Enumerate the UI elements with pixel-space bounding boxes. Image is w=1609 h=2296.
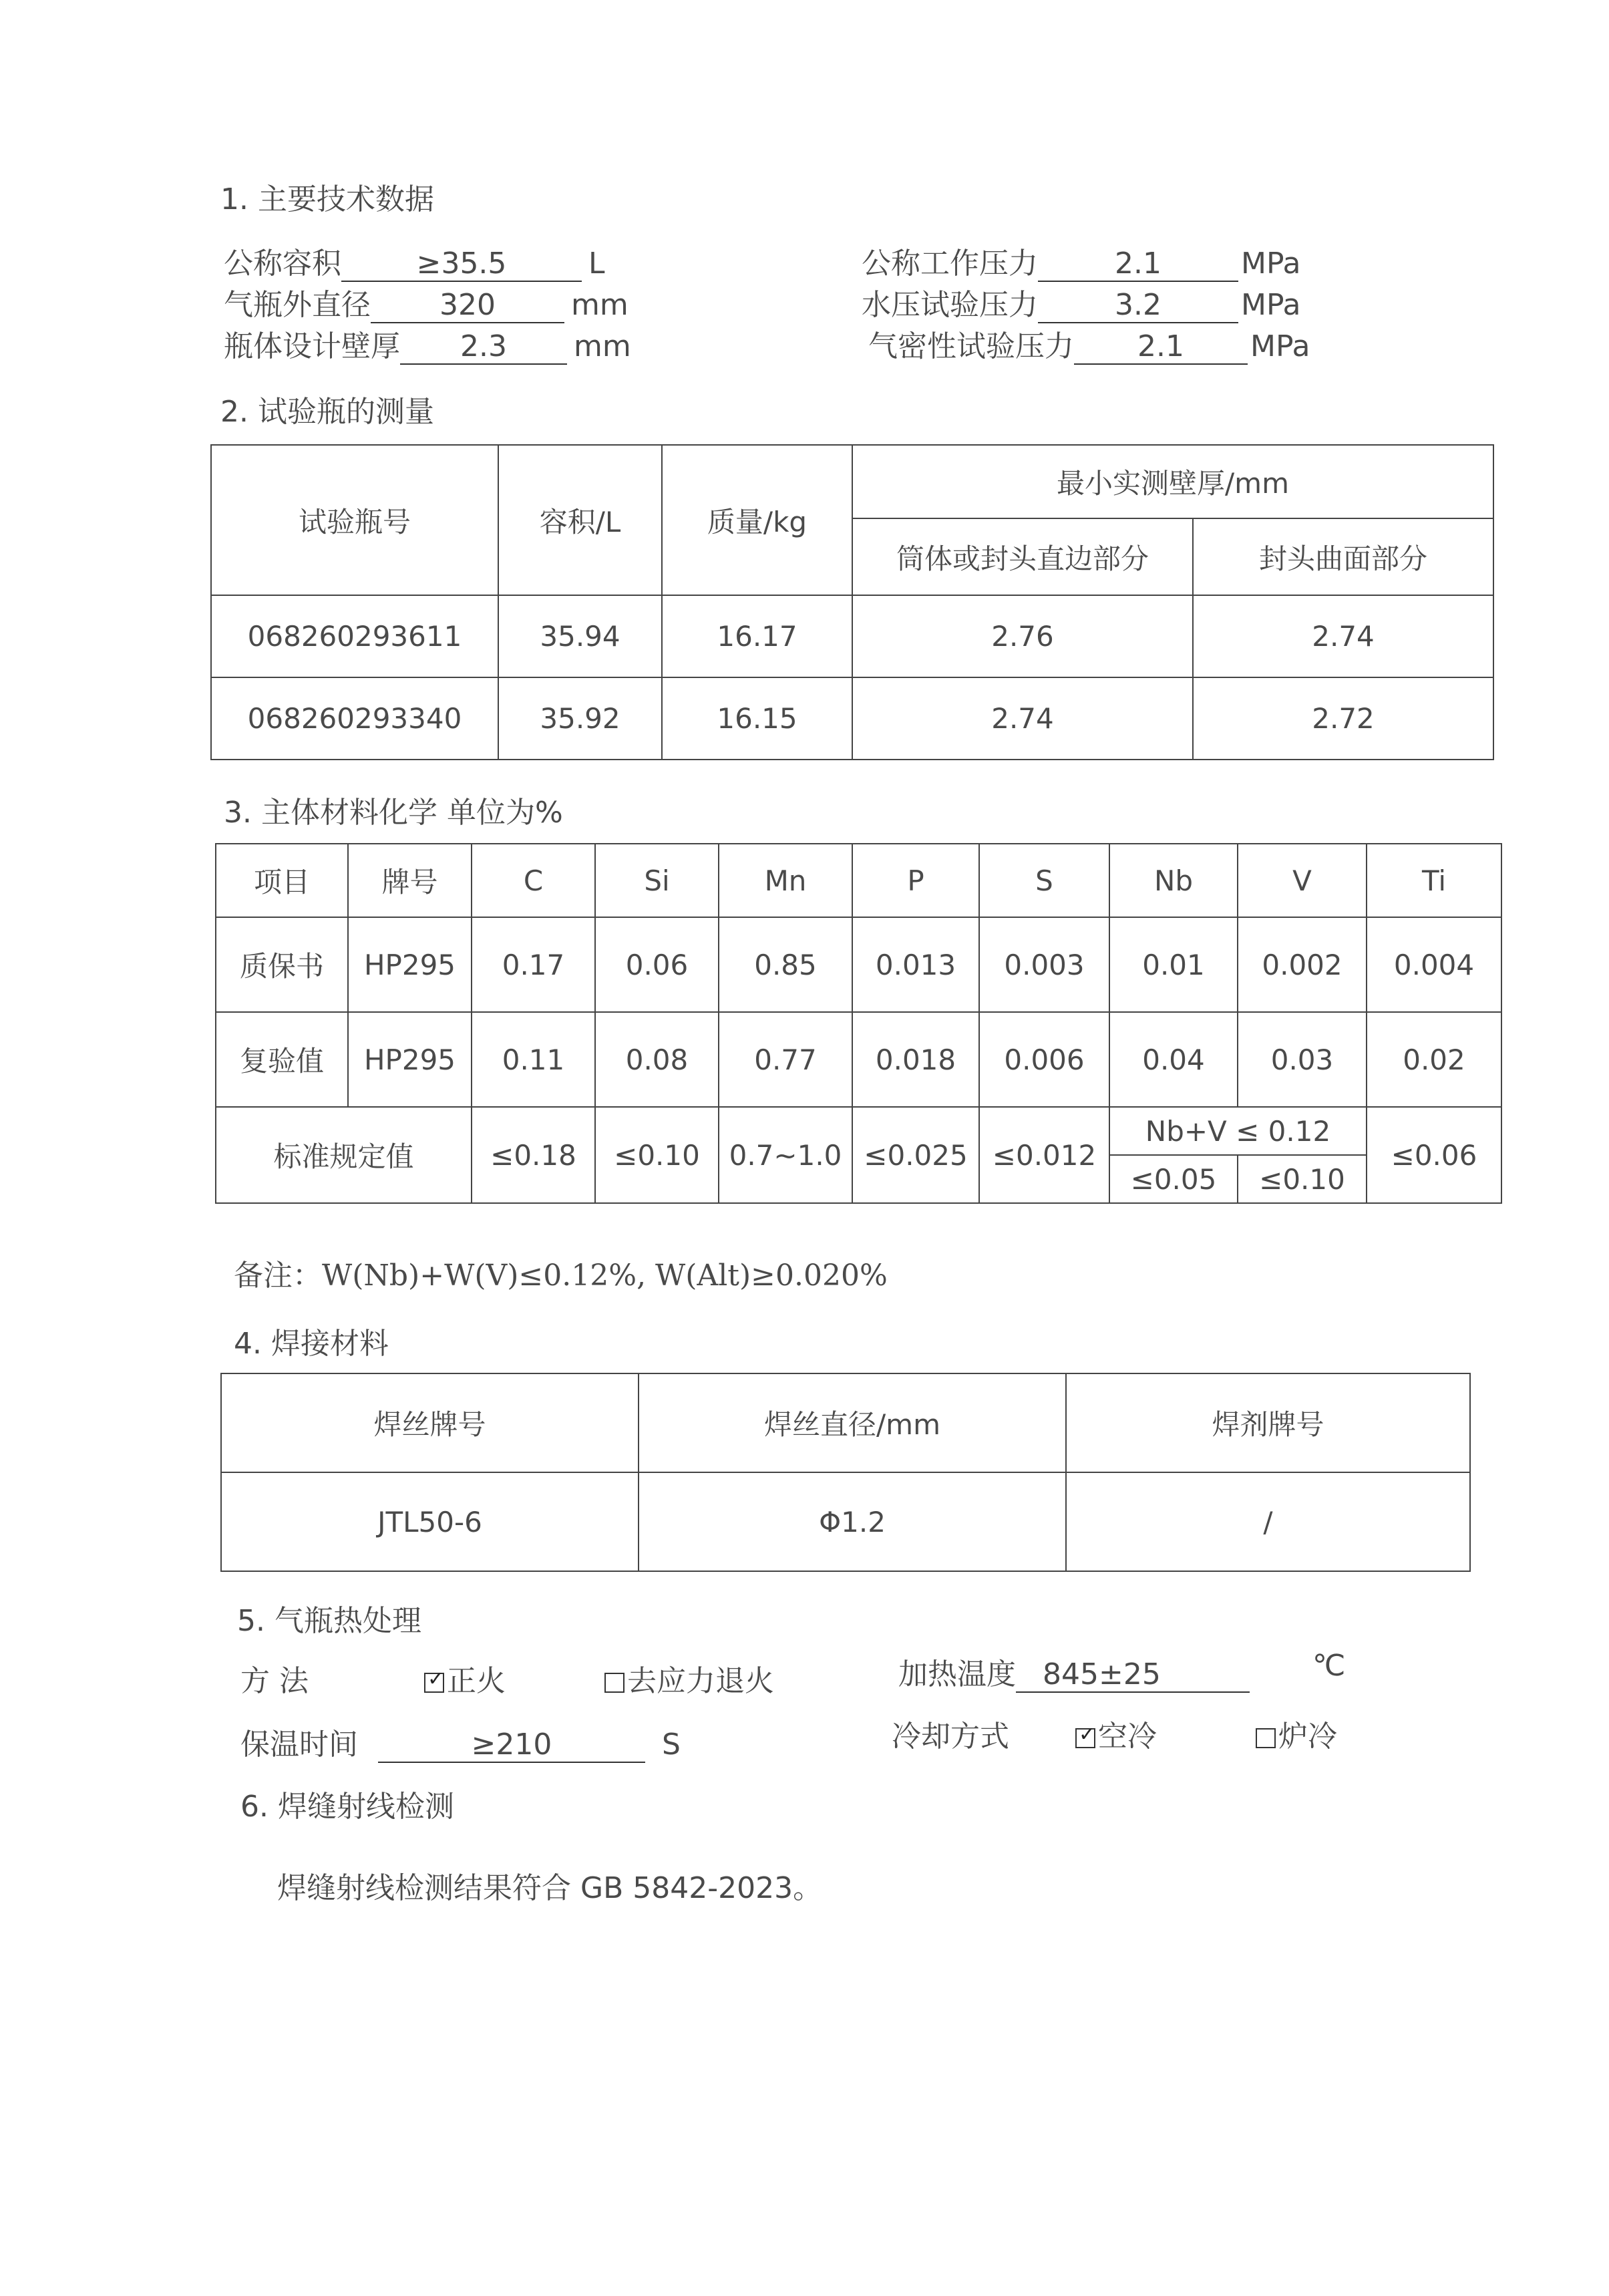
- cell-s: 0.006: [979, 1012, 1109, 1107]
- heat-temp-row: [898, 1650, 1250, 1693]
- section-2-title: 2. 试验瓶的测量: [220, 395, 434, 429]
- section-6-title: 6. 焊缝射线检测: [240, 1790, 454, 1824]
- table-row: [211, 595, 1493, 677]
- cell-nb: 0.01: [1109, 917, 1238, 1012]
- volume: 35.92: [498, 677, 662, 760]
- header-si: Si: [595, 844, 719, 917]
- cell-v: 0.002: [1238, 917, 1367, 1012]
- wall-thickness-unit: mm: [574, 329, 631, 363]
- bottle-no: 068260293611: [211, 595, 498, 677]
- cell-grade: HP295: [348, 1012, 472, 1107]
- air-pressure-row: [868, 322, 1310, 365]
- header-ti: Ti: [1367, 844, 1501, 917]
- heat-temp-unit: ℃: [1312, 1649, 1346, 1683]
- header-wire-grade: 焊丝牌号: [221, 1373, 639, 1472]
- cell-s: 0.003: [979, 917, 1109, 1012]
- option-normalize[interactable]: [424, 1657, 506, 1699]
- outer-diameter-label: 气瓶外直径: [224, 288, 371, 322]
- nominal-volume-row: [224, 239, 605, 282]
- cell-mn: 0.85: [719, 917, 852, 1012]
- standard-ti: ≤0.06: [1367, 1107, 1501, 1203]
- header-flux-grade: 焊剂牌号: [1066, 1373, 1470, 1472]
- section-3-title: 3. 主体材料化学 单位为%: [224, 796, 563, 830]
- outer-diameter-value: 320: [371, 288, 564, 323]
- chemistry-note: 备注：W(Nb)+W(V)≤0.12%, W(Alt)≥0.020%: [234, 1259, 888, 1293]
- checkbox-unchecked-icon: [604, 1673, 624, 1693]
- checkbox-checked-icon: [1075, 1728, 1095, 1748]
- checkbox-unchecked-icon: [1256, 1728, 1276, 1748]
- hydro-pressure-label: 水压试验压力: [862, 288, 1038, 322]
- cell-si: 0.08: [595, 1012, 719, 1107]
- standard-row: [216, 1107, 1501, 1155]
- standard-v: ≤0.10: [1238, 1155, 1367, 1203]
- hold-time-unit: S: [662, 1728, 681, 1762]
- work-pressure-label: 公称工作压力: [862, 247, 1038, 281]
- cooling-label: 冷却方式: [892, 1719, 1009, 1754]
- standard-si: ≤0.10: [595, 1107, 719, 1203]
- cell-mn: 0.77: [719, 1012, 852, 1107]
- table-row: [211, 677, 1493, 760]
- header-nb: Nb: [1109, 844, 1238, 917]
- chemistry-header-row: [216, 844, 1501, 917]
- welding-material-table: [220, 1373, 1471, 1572]
- curved-wall: 2.74: [1193, 595, 1493, 677]
- outer-diameter-unit: mm: [571, 288, 629, 322]
- header-bottle-no: 试验瓶号: [211, 445, 498, 595]
- header-p: P: [852, 844, 979, 917]
- table-row: [216, 1012, 1501, 1107]
- nominal-volume-value: ≥35.5: [341, 247, 582, 282]
- standard-label: 标准规定值: [216, 1107, 472, 1203]
- option-air-cool-label: 空冷: [1098, 1719, 1157, 1754]
- measurement-table: [210, 444, 1494, 760]
- nominal-volume-label: 公称容积: [224, 247, 341, 281]
- air-pressure-unit: MPa: [1250, 329, 1310, 363]
- header-item: 项目: [216, 844, 348, 917]
- cell-c: 0.17: [472, 917, 595, 1012]
- option-air-cool[interactable]: [1075, 1712, 1157, 1755]
- option-furnace-cool[interactable]: [1256, 1712, 1337, 1755]
- heat-temp-value: 845±25: [1016, 1657, 1250, 1693]
- option-anneal[interactable]: [604, 1657, 774, 1699]
- nominal-volume-unit: L: [588, 247, 605, 281]
- header-v: V: [1238, 844, 1367, 917]
- cell-si: 0.06: [595, 917, 719, 1012]
- wire-grade: JTL50-6: [221, 1472, 639, 1571]
- chemistry-table: [215, 843, 1502, 1204]
- hydro-pressure-row: [862, 281, 1300, 323]
- cell-v: 0.03: [1238, 1012, 1367, 1107]
- curved-wall: 2.72: [1193, 677, 1493, 760]
- standard-nbv: Nb+V ≤ 0.12: [1109, 1107, 1367, 1155]
- bottle-no: 068260293340: [211, 677, 498, 760]
- header-s: S: [979, 844, 1109, 917]
- hydro-pressure-unit: MPa: [1241, 288, 1301, 322]
- option-anneal-label: 去应力退火: [627, 1664, 774, 1698]
- cell-nb: 0.04: [1109, 1012, 1238, 1107]
- cell-ti: 0.004: [1367, 917, 1501, 1012]
- standard-nb: ≤0.05: [1109, 1155, 1238, 1203]
- outer-diameter-row: [224, 281, 629, 323]
- air-pressure-value: 2.1: [1074, 329, 1248, 365]
- header-volume: 容积/L: [498, 445, 662, 595]
- wall-thickness-value: 2.3: [400, 329, 567, 365]
- air-pressure-label: 气密性试验压力: [868, 329, 1074, 363]
- hydro-pressure-value: 3.2: [1038, 288, 1238, 323]
- work-pressure-row: [862, 239, 1300, 282]
- header-mn: Mn: [719, 844, 852, 917]
- standard-mn: 0.7~1.0: [719, 1107, 852, 1203]
- cell-ti: 0.02: [1367, 1012, 1501, 1107]
- header-curved-part: 封头曲面部分: [1193, 518, 1493, 595]
- header-min-wall: 最小实测壁厚/mm: [852, 445, 1493, 518]
- cell-c: 0.11: [472, 1012, 595, 1107]
- cell-item: 复验值: [216, 1012, 348, 1107]
- checkbox-checked-icon: [424, 1673, 444, 1693]
- cell-p: 0.013: [852, 917, 979, 1012]
- cell-item: 质保书: [216, 917, 348, 1012]
- volume: 35.94: [498, 595, 662, 677]
- hold-time-value: ≥210: [378, 1728, 645, 1763]
- standard-p: ≤0.025: [852, 1107, 979, 1203]
- cylinder-wall: 2.76: [852, 595, 1193, 677]
- header-mass: 质量/kg: [662, 445, 852, 595]
- standard-c: ≤0.18: [472, 1107, 595, 1203]
- section-4-title: 4. 焊接材料: [234, 1327, 389, 1361]
- option-normalize-label: 正火: [447, 1664, 506, 1698]
- wall-thickness-row: [224, 322, 631, 365]
- mass: 16.17: [662, 595, 852, 677]
- table-row: [221, 1472, 1470, 1571]
- work-pressure-value: 2.1: [1038, 247, 1238, 282]
- cell-grade: HP295: [348, 917, 472, 1012]
- header-grade: 牌号: [348, 844, 472, 917]
- header-cylinder-part: 筒体或封头直边部分: [852, 518, 1193, 595]
- header-c: C: [472, 844, 595, 917]
- table-row: [216, 917, 1501, 1012]
- cylinder-wall: 2.74: [852, 677, 1193, 760]
- standard-s: ≤0.012: [979, 1107, 1109, 1203]
- mass: 16.15: [662, 677, 852, 760]
- header-wire-diameter: 焊丝直径/mm: [639, 1373, 1066, 1472]
- method-label: 方 法: [240, 1664, 309, 1698]
- flux-grade: /: [1066, 1472, 1470, 1571]
- section-5-title: 5. 气瓶热处理: [237, 1604, 421, 1638]
- wire-diameter: Φ1.2: [639, 1472, 1066, 1571]
- work-pressure-unit: MPa: [1241, 247, 1301, 281]
- option-furnace-cool-label: 炉冷: [1278, 1719, 1337, 1754]
- hold-time-label: 保温时间: [240, 1728, 358, 1762]
- cell-p: 0.018: [852, 1012, 979, 1107]
- hold-time-row: [240, 1720, 681, 1763]
- heat-temp-label: 加热温度: [898, 1657, 1016, 1691]
- section-1-title: 1. 主要技术数据: [220, 182, 434, 216]
- radiography-result: 焊缝射线检测结果符合 GB 5842-2023。: [277, 1871, 823, 1905]
- wall-thickness-label: 瓶体设计壁厚: [224, 329, 400, 363]
